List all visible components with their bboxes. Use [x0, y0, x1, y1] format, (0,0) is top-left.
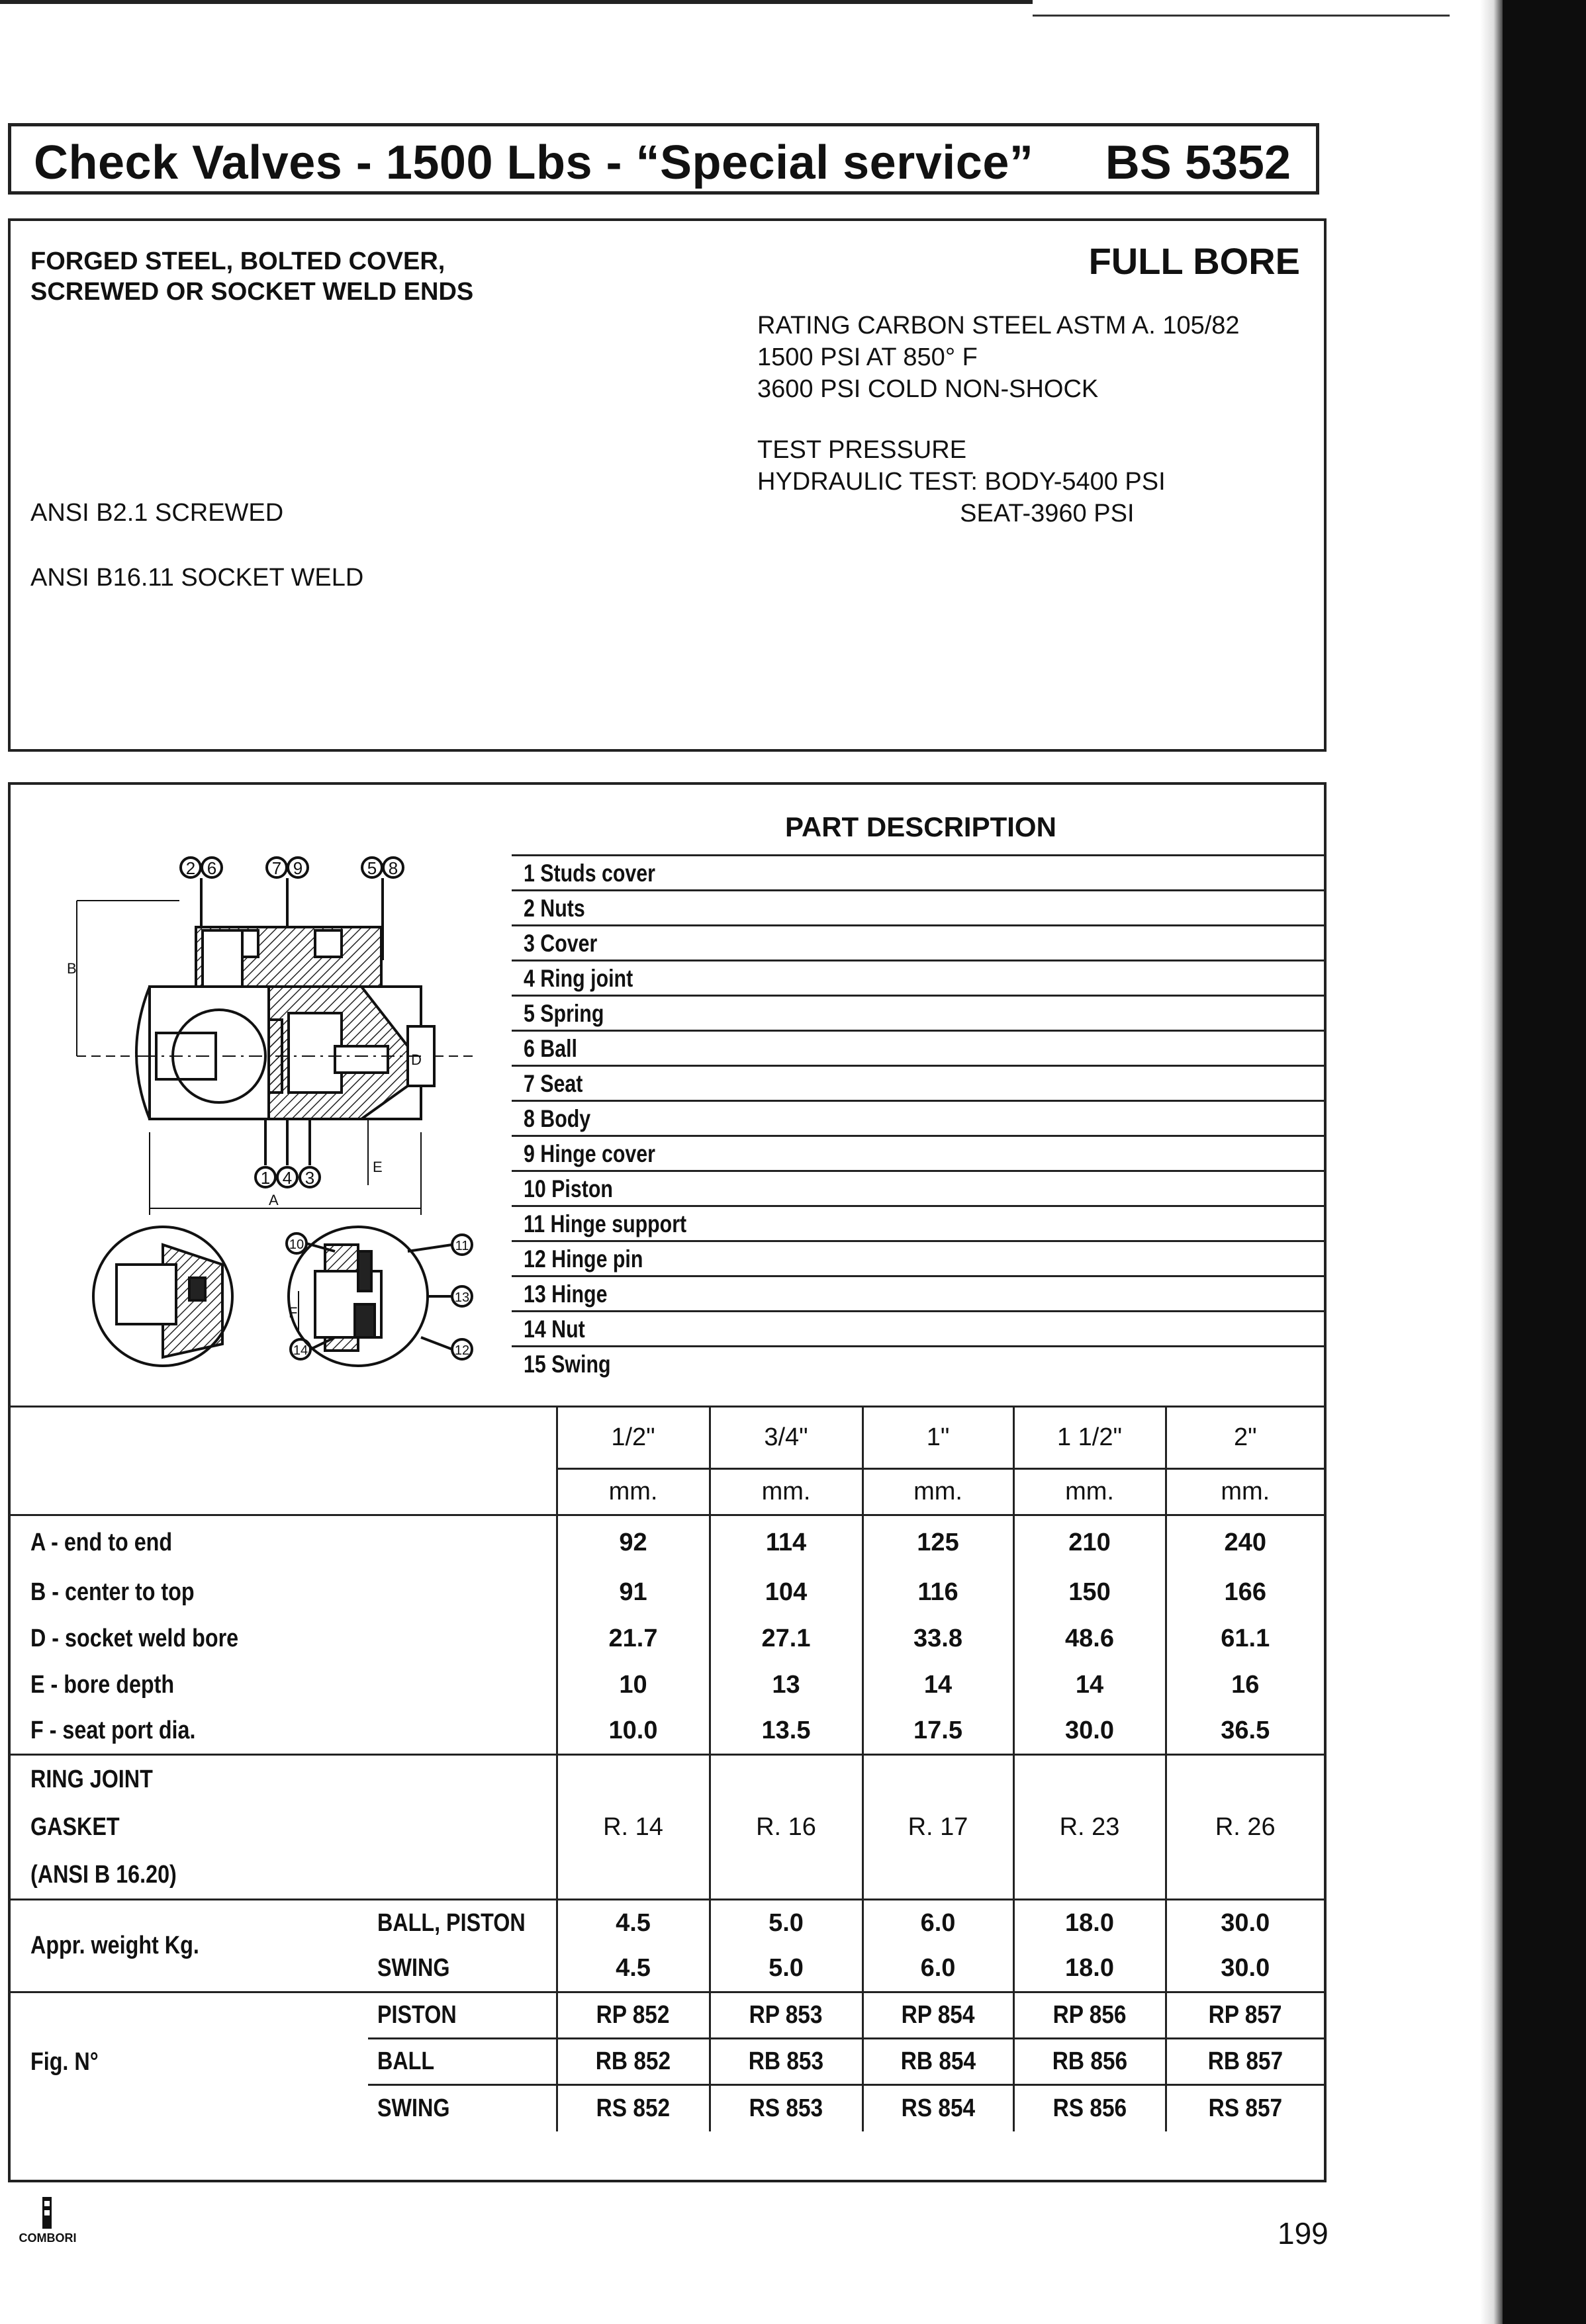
construction-text: [30, 246, 626, 307]
table-cell: 166: [1166, 1570, 1324, 1616]
part-item: 1 Studs cover: [512, 854, 1324, 889]
top-rule-thin: [1033, 15, 1450, 17]
table-cell: 6.0: [863, 1946, 1013, 1992]
table-cell: 18.0: [1013, 1946, 1166, 1992]
unit-header: mm.: [710, 1469, 863, 1515]
test-line-2: HYDRAULIC TEST: BODY-5400 PSI: [757, 468, 1166, 496]
part-item: 4 Ring joint: [512, 960, 1324, 995]
table-cell: 150: [1013, 1570, 1166, 1616]
table-cell: RB 857: [1207, 2047, 1283, 2075]
spec-box: [8, 218, 1327, 752]
table-row: [11, 1755, 1324, 1900]
callout-label: 4: [282, 1168, 293, 1188]
table-cell: 33.8: [863, 1616, 1013, 1662]
ring-joint-label-2: GASKET: [30, 1813, 120, 1841]
table-cell: 17.5: [863, 1709, 1013, 1755]
dim-label: D: [411, 1051, 422, 1068]
table-cell: 30.0: [1166, 1946, 1324, 1992]
rating-line-1: RATING CARBON STEEL ASTM A. 105/82: [757, 312, 1240, 339]
table-cell: RP 856: [1052, 2001, 1127, 2029]
table-cell: RS 854: [901, 2094, 975, 2122]
row-label: E - bore depth: [30, 1671, 175, 1699]
table-row: [11, 1662, 1324, 1709]
row-label: F - seat port dia.: [30, 1717, 196, 1745]
table-cell: 48.6: [1013, 1616, 1166, 1662]
callout-label: 8: [388, 858, 398, 878]
table-cell: R. 14: [557, 1755, 710, 1900]
ends-screwed: ANSI B2.1 SCREWED: [30, 499, 284, 527]
table-cell: RS 853: [749, 2094, 823, 2122]
callout-circles-top: [181, 858, 403, 878]
table-cell: 10.0: [557, 1709, 710, 1755]
callout-label: 10: [289, 1237, 304, 1252]
combori-logo-icon: [8, 2194, 87, 2247]
part-item: 15 Swing: [512, 1345, 1324, 1380]
callout-label: 9: [293, 858, 303, 878]
table-cell: 14: [1013, 1662, 1166, 1709]
table-cell: 125: [863, 1515, 1013, 1570]
part-item: 3 Cover: [512, 924, 1324, 960]
table-cell: 30.0: [1013, 1709, 1166, 1755]
callout-label: 12: [454, 1343, 470, 1358]
title-box: [8, 123, 1319, 195]
standard-code: BS 5352: [1105, 136, 1291, 189]
weight-label: Appr. weight Kg.: [30, 1932, 199, 1959]
valve-cross-section-drawing: [50, 854, 494, 1384]
unit-header: mm.: [1166, 1469, 1324, 1515]
unit-header: mm.: [1013, 1469, 1166, 1515]
part-item: 7 Seat: [512, 1065, 1324, 1100]
rating-block: [757, 310, 1240, 405]
logo-text: COMBORI: [19, 2231, 77, 2245]
part-item: 8 Body: [512, 1100, 1324, 1135]
table-cell: R. 23: [1013, 1755, 1166, 1900]
table-cell: 92: [557, 1515, 710, 1570]
table-cell: RP 857: [1208, 2001, 1282, 2029]
top-rule: [0, 0, 1033, 4]
dimension-table: [11, 1406, 1324, 2131]
part-list: [512, 854, 1324, 1380]
table-corner: [11, 1407, 557, 1515]
callout-label: 14: [293, 1343, 308, 1358]
table-cell: 210: [1013, 1515, 1166, 1570]
table-row: [11, 1407, 1324, 1469]
size-header: 2": [1166, 1407, 1324, 1469]
table-cell: 240: [1166, 1515, 1324, 1570]
fig-sub-label: BALL: [377, 2047, 435, 2075]
table-row: [11, 1992, 1324, 2039]
table-cell: RS 856: [1052, 2094, 1127, 2122]
table-cell: 61.1: [1166, 1616, 1324, 1662]
table-cell: 10: [557, 1662, 710, 1709]
size-header: 1 1/2": [1013, 1407, 1166, 1469]
row-label: A - end to end: [30, 1528, 173, 1556]
ring-joint-label-1: RING JOINT: [30, 1765, 153, 1793]
size-header: 1": [863, 1407, 1013, 1469]
table-cell: 13.5: [710, 1709, 863, 1755]
table-cell: 18.0: [1013, 1900, 1166, 1946]
scan-shadow-edge: [1480, 0, 1503, 2324]
table-row: [11, 1570, 1324, 1616]
callout-label: 6: [207, 858, 217, 878]
table-cell: 6.0: [863, 1900, 1013, 1946]
unit-header: mm.: [863, 1469, 1013, 1515]
table-cell: RB 852: [595, 2047, 671, 2075]
ring-joint-label-3: (ANSI B 16.20): [30, 1861, 177, 1889]
table-cell: 4.5: [557, 1946, 710, 1992]
fig-sub-label: SWING: [377, 2094, 450, 2122]
callout-label: 13: [454, 1290, 470, 1305]
table-cell: 14: [863, 1662, 1013, 1709]
ends-socket-weld: ANSI B16.11 SOCKET WELD: [30, 564, 364, 592]
table-cell: RP 852: [596, 2001, 670, 2029]
table-cell: 30.0: [1166, 1900, 1324, 1946]
table-cell: R. 26: [1166, 1755, 1324, 1900]
table-cell: RS 857: [1208, 2094, 1283, 2122]
table-row: [11, 1515, 1324, 1570]
table-cell: 4.5: [557, 1900, 710, 1946]
dim-label: A: [269, 1192, 279, 1208]
page-title: Check Valves - 1500 Lbs - “Special service”: [34, 136, 1034, 189]
callout-label: 7: [271, 858, 282, 878]
dim-label: B: [67, 960, 77, 977]
test-line-1: TEST PRESSURE: [757, 436, 967, 464]
test-block: [757, 434, 1166, 529]
weight-sub-label: SWING: [377, 1954, 450, 1983]
callout-label: 11: [455, 1239, 469, 1253]
table-cell: 5.0: [710, 1900, 863, 1946]
rating-line-2: 1500 PSI AT 850° F: [757, 343, 978, 371]
part-item: 10 Piston: [512, 1170, 1324, 1205]
row-label: B - center to top: [30, 1578, 195, 1606]
rating-line-3: 3600 PSI COLD NON-SHOCK: [757, 375, 1099, 403]
table-cell: R. 16: [710, 1755, 863, 1900]
part-description-title: PART DESCRIPTION: [785, 811, 1056, 842]
part-item: 9 Hinge cover: [512, 1135, 1324, 1170]
table-cell: 16: [1166, 1662, 1324, 1709]
bore-type: FULL BORE: [1088, 240, 1300, 282]
table-cell: 114: [710, 1515, 863, 1570]
table-row: [11, 1900, 1324, 1946]
table-cell: RP 853: [749, 2001, 823, 2029]
weight-sub-label: BALL, PISTON: [377, 1908, 526, 1937]
construction-line-1: FORGED STEEL, BOLTED COVER,: [30, 247, 445, 275]
fig-sub-label: PISTON: [377, 2001, 457, 2029]
dim-label: E: [373, 1159, 383, 1175]
table-cell: RB 854: [900, 2047, 976, 2075]
dim-label: F: [289, 1304, 298, 1321]
callout-label: 2: [185, 858, 196, 878]
size-header: 3/4": [710, 1407, 863, 1469]
table-cell: 21.7: [557, 1616, 710, 1662]
table-cell: 13: [710, 1662, 863, 1709]
table-cell: 27.1: [710, 1616, 863, 1662]
size-header: 1/2": [557, 1407, 710, 1469]
part-item: 11 Hinge support: [512, 1205, 1324, 1240]
fig-label: Fig. N°: [30, 2047, 99, 2076]
row-label: D - socket weld bore: [30, 1625, 239, 1652]
table-cell: 5.0: [710, 1946, 863, 1992]
page-number: 199: [1278, 2216, 1329, 2251]
part-item: 12 Hinge pin: [512, 1240, 1324, 1275]
part-item: 14 Nut: [512, 1310, 1324, 1345]
main-box: [8, 782, 1327, 2182]
table-cell: RP 854: [901, 2001, 975, 2029]
part-item: 2 Nuts: [512, 889, 1324, 924]
table-cell: RB 856: [1052, 2047, 1127, 2075]
table-cell: R. 17: [863, 1755, 1013, 1900]
table-row: [11, 1709, 1324, 1755]
test-line-3: SEAT-3960 PSI: [757, 500, 1135, 527]
scan-black-margin: [1503, 0, 1586, 2324]
table-cell: 116: [863, 1570, 1013, 1616]
callout-label: 1: [260, 1168, 271, 1188]
part-item: 6 Ball: [512, 1030, 1324, 1065]
table-cell: 104: [710, 1570, 863, 1616]
table-cell: RS 852: [596, 2094, 671, 2122]
construction-line-2: SCREWED OR SOCKET WELD ENDS: [30, 278, 474, 306]
table-row: [11, 1616, 1324, 1662]
unit-header: mm.: [557, 1469, 710, 1515]
callout-label: 5: [367, 858, 377, 878]
table-cell: 36.5: [1166, 1709, 1324, 1755]
part-item: 5 Spring: [512, 995, 1324, 1030]
table-cell: 91: [557, 1570, 710, 1616]
table-cell: RB 853: [748, 2047, 824, 2075]
part-item: 13 Hinge: [512, 1275, 1324, 1310]
callout-label: 3: [304, 1168, 315, 1188]
